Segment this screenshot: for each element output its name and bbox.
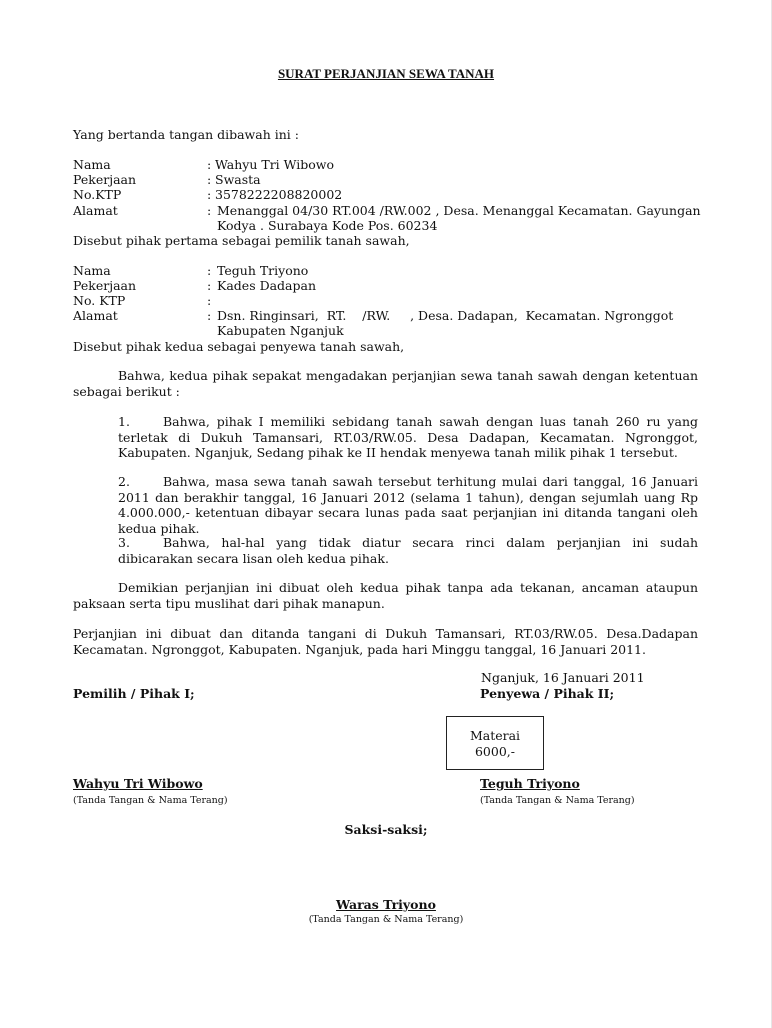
party2-address-label: Alamat bbox=[73, 308, 118, 323]
signer2-name: Teguh Triyono bbox=[480, 776, 580, 791]
materai-value: 6000,- bbox=[474, 744, 515, 759]
party1-job-value: Swasta bbox=[215, 172, 261, 187]
clause-1-text: Bahwa, pihak I memiliki sebidang tanah sawah dengan luas tanah 260 ru yang terletak di Dukuh Tamansari, RT.03/RW.05. Desa Dadapan, Kecamatan. Ngronggot, Kabupaten. Nganjuk, Sedang pihak ke II hendak menyewa tanah milik pihak 1 tersebut. bbox=[118, 414, 698, 460]
party1-address-value: Menanggal 04/30 RT.004 /RW.002 , Desa. Menanggal Kecamatan. Gayungan bbox=[217, 203, 701, 218]
witness-note: (Tanda Tangan & Nama Terang) bbox=[308, 914, 464, 925]
closing-paragraph: Demikian perjanjian ini dibuat oleh kedua pihak tanpa ada tekanan, ancaman ataupun paksaan serta tipu muslihat dari pihak manapun. bbox=[73, 580, 698, 611]
party2-job-label: Pekerjaan bbox=[73, 278, 137, 293]
party2-ktp-label: No. KTP bbox=[73, 293, 126, 308]
party1-ktp-value: 3578222208820002 bbox=[215, 187, 343, 202]
party1-name-value: Wahyu Tri Wibowo bbox=[215, 157, 335, 172]
party1-job-label: Pekerjaan bbox=[73, 172, 137, 187]
party2-name-value: Teguh Triyono bbox=[217, 263, 309, 278]
party2-name-label: Nama bbox=[73, 263, 111, 278]
agreement-intro: Bahwa, kedua pihak sepakat mengadakan perjanjian sewa tanah sawah dengan ketentuan sebagai berikut : bbox=[73, 368, 698, 399]
intro-text: Yang bertanda tangan dibawah ini : bbox=[73, 127, 299, 142]
materai-stamp-box bbox=[446, 716, 544, 770]
colon: : bbox=[207, 263, 212, 278]
party2-address-value: Dsn. Ringinsari, RT. /RW. , Desa. Dadapan, Kecamatan. Ngronggot bbox=[217, 308, 674, 323]
witness-heading: Saksi-saksi; bbox=[344, 822, 428, 837]
party1-address-value-line2: Kodya . Surabaya Kode Pos. 60234 bbox=[217, 218, 438, 233]
colon: : bbox=[207, 187, 212, 202]
document-title: SURAT PERJANJIAN SEWA TANAH bbox=[277, 66, 495, 81]
signer1-role: Pemilih / Pihak I; bbox=[73, 686, 195, 701]
clause-3-number: 3. bbox=[118, 535, 130, 550]
party1-ktp-label: No.KTP bbox=[73, 187, 122, 202]
materai-label: Materai bbox=[469, 728, 521, 743]
party1-address-label: Alamat bbox=[73, 203, 118, 218]
colon: : bbox=[207, 293, 212, 308]
signer2-note: (Tanda Tangan & Nama Terang) bbox=[480, 795, 635, 806]
signer1-note: (Tanda Tangan & Nama Terang) bbox=[73, 795, 228, 806]
witness-name: Waras Triyono bbox=[336, 897, 436, 912]
signer1-name: Wahyu Tri Wibowo bbox=[73, 776, 203, 791]
clause-2-text: Bahwa, masa sewa tanah sawah tersebut terhitung mulai dari tanggal, 16 Januari 2011 dan berakhir tanggal, 16 Januari 2012 (selama 1 tahun), dengan sejumlah uang Rp 4.000.000,- ketentuan dibayar secara lunas pada saat perjanjian ini ditanda tangani oleh kedua pihak. bbox=[118, 474, 698, 536]
date-place: Nganjuk, 16 Januari 2011 bbox=[481, 670, 645, 685]
colon: : bbox=[207, 172, 212, 187]
colon: : bbox=[207, 203, 212, 218]
clause-1-number: 1. bbox=[118, 414, 130, 429]
place-statement: Perjanjian ini dibuat dan ditanda tangani di Dukuh Tamansari, RT.03/RW.05. Desa.Dadapan Kecamatan. Ngronggot, Kabupaten. Nganjuk, pada hari Minggu tanggal, 16 Januari 2011. bbox=[73, 626, 698, 657]
clause-3-text: Bahwa, hal-hal yang tidak diatur secara rinci dalam perjanjian ini sudah dibicarakan secara lisan oleh kedua pihak. bbox=[118, 535, 698, 566]
clause-2-number: 2. bbox=[118, 474, 130, 489]
colon: : bbox=[207, 157, 212, 172]
party1-description: Disebut pihak pertama sebagai pemilik tanah sawah, bbox=[73, 233, 410, 248]
party2-description: Disebut pihak kedua sebagai penyewa tanah sawah, bbox=[73, 339, 405, 354]
party2-job-value: Kades Dadapan bbox=[217, 278, 317, 293]
party2-address-value-line2: Kabupaten Nganjuk bbox=[217, 323, 344, 338]
colon: : bbox=[207, 278, 212, 293]
colon: : bbox=[207, 308, 212, 323]
party1-name-label: Nama bbox=[73, 157, 111, 172]
signer2-role: Penyewa / Pihak II; bbox=[480, 686, 615, 701]
